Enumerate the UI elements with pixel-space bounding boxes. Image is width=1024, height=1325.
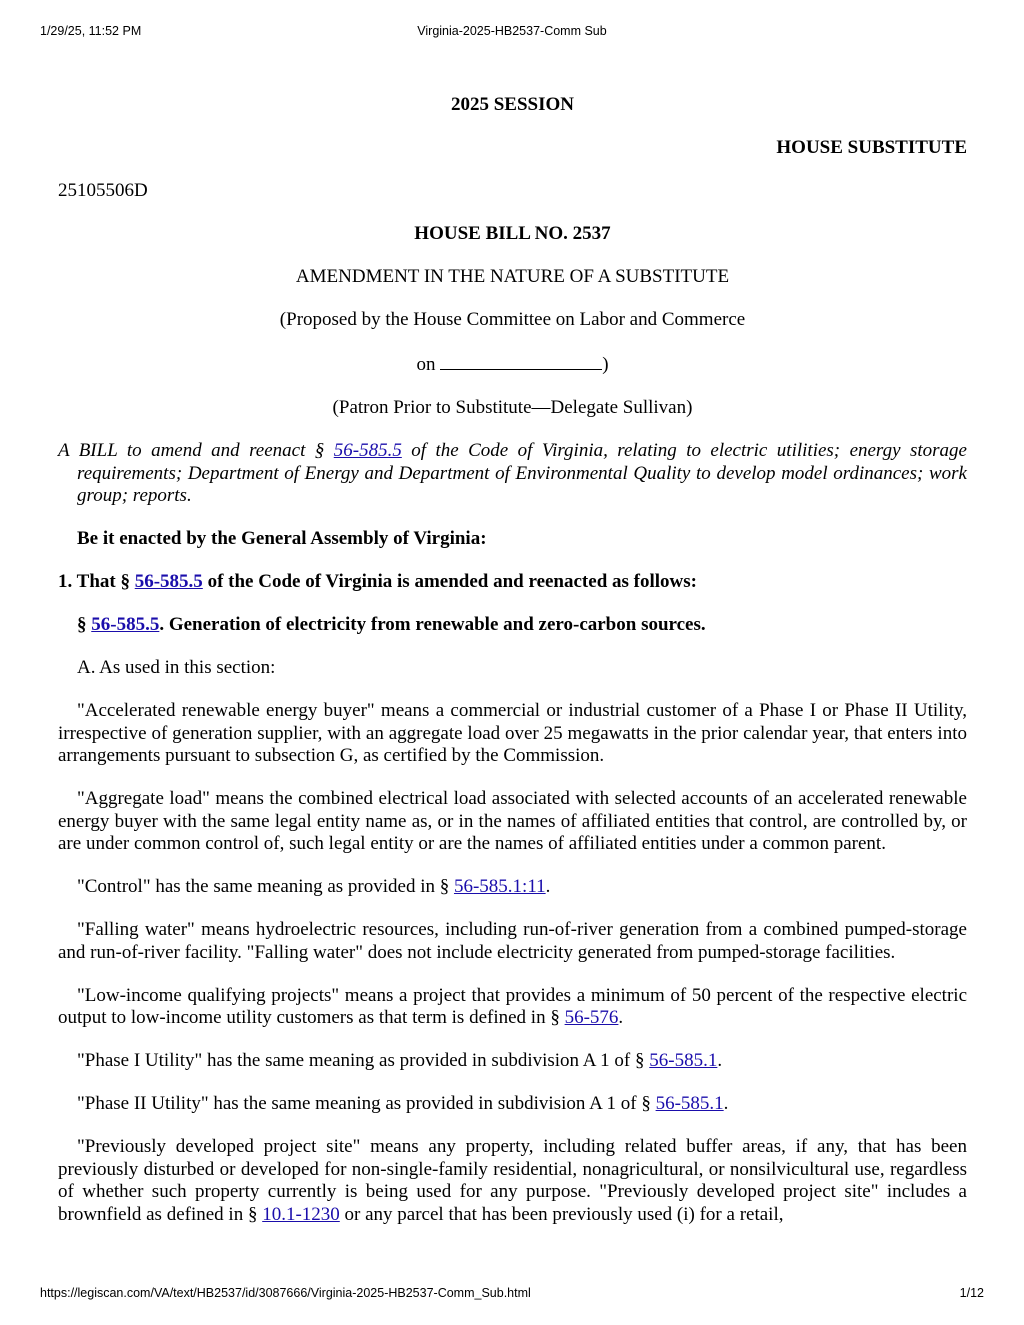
date-blank xyxy=(440,352,602,370)
section1-suffix: of the Code of Virginia is amended and reenacted as follows: xyxy=(202,571,697,592)
def-phase2-prefix: "Phase II Utility" has the same meaning as provided in subdivision A 1 of § xyxy=(77,1093,656,1114)
bill-desc-prefix: A BILL to amend and reenact § xyxy=(58,440,334,461)
on-prefix: on xyxy=(416,354,441,375)
code-link-56-585-5[interactable]: 56-585.5 xyxy=(333,440,402,461)
amendment-title: AMENDMENT IN THE NATURE OF A SUBSTITUTE xyxy=(295,266,730,287)
definition-falling-water: "Falling water" means hydroelectric resources, including run-of-river generation from a combined pumped-storage and run-of-river facility. "Falling water" does not include electricity generated from pumped-storage facilities. xyxy=(58,919,967,963)
section1-prefix: 1. That § xyxy=(58,571,135,592)
code-link-56-576[interactable]: 56-576 xyxy=(564,1007,619,1028)
bill-description xyxy=(58,440,967,508)
definition-previously-developed xyxy=(58,1136,967,1226)
session-heading: 2025 SESSION xyxy=(450,94,575,115)
definition-phase-1-utility xyxy=(58,1050,967,1073)
code-link-10-1-1230[interactable]: 10.1-1230 xyxy=(262,1203,340,1225)
section-heading xyxy=(58,614,967,637)
bill-desc-suffix: of the Code of Virginia, relating to electric utilities; energy storage requirements; Department of Energy and Department of Environmental Quality to develop model ordinances; work group; reports. xyxy=(77,440,967,506)
print-title: Virginia-2025-HB2537-Comm Sub xyxy=(417,24,607,38)
definition-control xyxy=(58,876,967,899)
page-number: 1/12 xyxy=(959,1286,984,1300)
bill-number: HOUSE BILL NO. 2537 xyxy=(414,223,611,244)
def-control-suffix: . xyxy=(545,876,551,897)
code-link-56-585-1-11[interactable]: 56-585.1:11 xyxy=(453,876,546,897)
definition-low-income xyxy=(58,985,967,1030)
definition-aggregate-load: "Aggregate load" means the combined electrical load associated with selected accounts of an accelerated renewable energy buyer with the same legal entity name as, or in the names of affiliated entities that control, are controlled by, or are under common control of, such legal entity or are the names of affiliated entities under a common parent. xyxy=(58,788,967,854)
code-link-56-585-5[interactable]: 56-585.5 xyxy=(134,571,203,592)
def-previously-prefix: "Previously developed project site" means any property, including related buffer areas, if any, that has been previously disturbed or developed for non-single-family residential, nonagricultural, or nonsilvicultural use, regardless of whether such property currently is being used for any purpose. "Previously developed project site" includes a brownfield as defined in § xyxy=(58,1136,967,1225)
section-1 xyxy=(58,571,967,594)
def-low-income-prefix: "Low-income qualifying projects" means a project that provides a minimum of 50 percent of the respective electric output to low-income utility customers as that term is defined in § xyxy=(58,984,967,1028)
section-heading-suffix: . Generation of electricity from renewable and zero-carbon sources. xyxy=(159,614,706,635)
definition-accelerated-buyer: "Accelerated renewable energy buyer" means a commercial or industrial customer of a Phase I or Phase II Utility, irrespective of generation supplier, with an aggregate load over 25 megawatts in the prior calendar year, that enters into arrangements pursuant to subsection G, as certified by the Commission. xyxy=(58,700,967,766)
section-heading-prefix: § xyxy=(77,614,92,635)
code-link-56-585-1[interactable]: 56-585.1 xyxy=(655,1093,724,1114)
def-phase1-prefix: "Phase I Utility" has the same meaning as provided in subdivision A 1 of § xyxy=(77,1050,650,1071)
def-low-income-suffix: . xyxy=(618,1007,624,1028)
print-footer xyxy=(40,1286,984,1304)
code-link-56-585-1[interactable]: 56-585.1 xyxy=(649,1050,718,1071)
enacting-clause: Be it enacted by the General Assembly of Virginia: xyxy=(77,528,487,549)
code-link-56-585-5[interactable]: 56-585.5 xyxy=(91,614,160,635)
committee-date-line xyxy=(58,352,967,377)
proposed-by: (Proposed by the House Committee on Labor and Commerce xyxy=(279,309,746,330)
def-phase2-suffix: . xyxy=(723,1093,729,1114)
print-datetime: 1/29/25, 11:52 PM xyxy=(40,24,142,38)
patron-line: (Patron Prior to Substitute—Delegate Sullivan) xyxy=(332,397,693,418)
print-header xyxy=(40,24,984,42)
print-url: https://legiscan.com/VA/text/HB2537/id/3087666/Virginia-2025-HB2537-Comm_Sub.html xyxy=(40,1286,531,1300)
def-control-prefix: "Control" has the same meaning as provided in § xyxy=(77,876,454,897)
def-phase1-suffix: . xyxy=(717,1050,723,1071)
def-previously-suffix: or any parcel that has been previously used (i) for a retail, xyxy=(339,1203,784,1225)
definition-phase-2-utility xyxy=(58,1093,967,1116)
subsection-a: A. As used in this section: xyxy=(77,657,276,678)
bill-document xyxy=(58,94,967,1247)
on-suffix: ) xyxy=(602,354,609,375)
substitute-label: HOUSE SUBSTITUTE xyxy=(776,137,967,158)
document-id: 25105506D xyxy=(58,180,148,201)
